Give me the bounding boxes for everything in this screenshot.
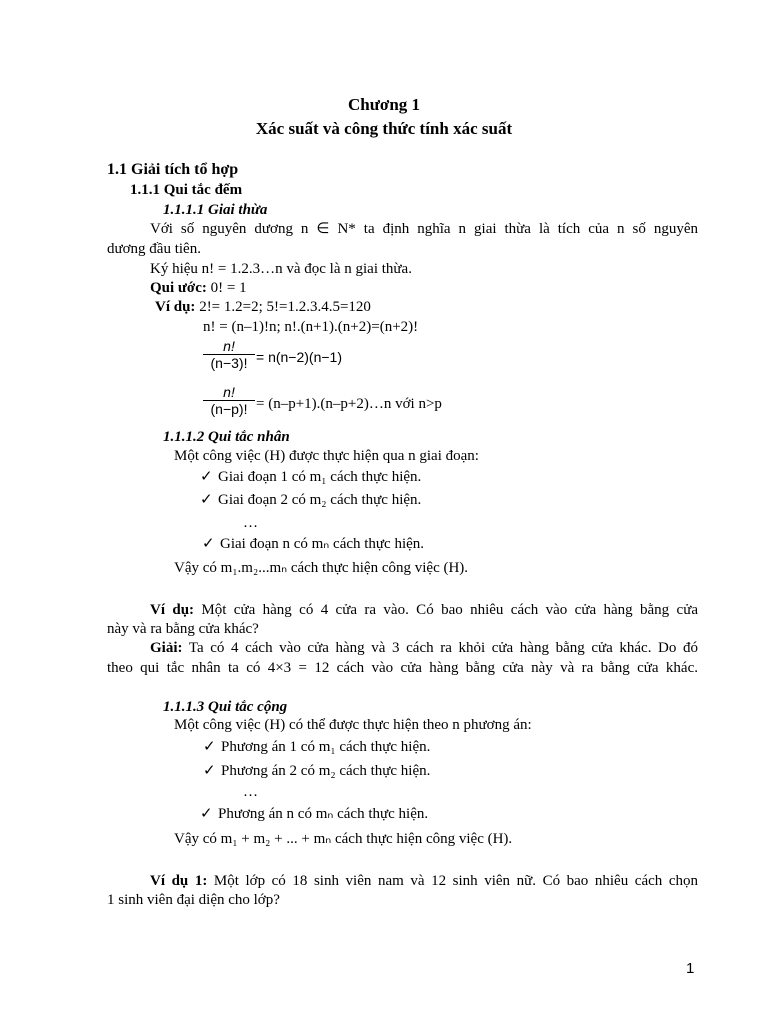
check-icon: ✓ — [200, 492, 213, 508]
example-label: Ví dụ: — [155, 299, 196, 315]
check-icon: ✓ — [202, 536, 215, 552]
check-icon: ✓ — [200, 469, 213, 485]
sum-rule-item-1: ✓ Phương án 1 có m₁ cách thực hiện. — [203, 739, 431, 755]
product-rule-ellipsis: … — [243, 515, 258, 531]
sum-rule-item-2: ✓ Phương án 2 có m₂ cách thực hiện. — [203, 763, 431, 779]
example-line — [155, 298, 371, 316]
definition-line-1: Với số nguyên dương n ∈ N* ta định nghĩa n giai thừa là tích của n số nguyên — [150, 221, 698, 237]
product-rule-conclusion: Vậy có m₁.m₂...mₙ cách thực hiện công việc (H). — [174, 560, 469, 576]
example-line-2: n! = (n–1)!n; n!.(n+1).(n+2)=(n+2)! — [203, 319, 419, 335]
example-text: 2!= 1.2=2; 5!=1.2.3.4.5=120 — [195, 299, 371, 315]
subsubsection-heading-product-rule: 1.1.1.2 Qui tắc nhân — [163, 429, 290, 445]
notation-line: Ký hiệu n! = 1.2.3…n và đọc là n giai thừa. — [150, 261, 412, 277]
subsubsection-heading-factorial: 1.1.1.1 Giai thừa — [163, 202, 268, 218]
fraction-2-rhs: = (n–p+1).(n–p+2)…n với n>p — [256, 396, 442, 412]
product-example-line-2: này và ra bằng cửa khác? — [107, 621, 259, 637]
convention-text: 0! = 1 — [206, 280, 247, 296]
fraction-1 — [203, 338, 255, 371]
product-rule-item-1: ✓ Giai đoạn 1 có m₁ cách thực hiện. — [200, 469, 422, 485]
product-example-line-1: Ví dụ: Một cửa hàng có 4 cửa ra vào. Có bao nhiêu cách vào cửa hàng bằng cửa — [150, 602, 698, 618]
product-solution-line-2: theo qui tắc nhân ta có 4×3 = 12 cách vào cửa hàng bằng cửa này và ra bằng cửa khác. — [107, 660, 698, 676]
chapter-number: Chương 1 — [347, 95, 421, 114]
subsection-heading: 1.1.1 Qui tắc đếm — [130, 182, 243, 198]
sum-example-line-2: 1 sinh viên đại diện cho lớp? — [107, 892, 280, 908]
check-icon: ✓ — [203, 763, 216, 779]
sum-rule-ellipsis: … — [243, 784, 258, 800]
sum-rule-item-n: ✓ Phương án n có mₙ cách thực hiện. — [200, 806, 429, 822]
sum-example-label: Ví dụ 1: — [150, 873, 208, 889]
page-number: 1 — [686, 960, 695, 977]
chapter-title: Xác suất và công thức tính xác suất — [255, 119, 513, 138]
definition-line-2: dương đầu tiên. — [107, 241, 201, 257]
fraction-1-rhs: = n(n−2)(n−1) — [256, 349, 342, 365]
convention-line — [150, 279, 247, 297]
fraction-2-denominator: (n−p)! — [210, 401, 248, 417]
sum-example-line-1: Ví dụ 1: Một lớp có 18 sinh viên nam và 12 sinh viên nữ. Có bao nhiêu cách chọn — [150, 873, 698, 889]
check-icon: ✓ — [200, 806, 213, 822]
fraction-1-numerator: n! — [223, 338, 235, 354]
section-heading: 1.1 Giải tích tổ hợp — [107, 161, 239, 178]
product-example-label: Ví dụ: — [150, 602, 195, 618]
fraction-1-denominator: (n−3)! — [210, 355, 248, 371]
subsubsection-heading-sum-rule: 1.1.1.3 Qui tắc cộng — [163, 699, 288, 715]
check-icon: ✓ — [203, 739, 216, 755]
product-rule-item-n: ✓ Giai đoạn n có mₙ cách thực hiện. — [202, 536, 425, 552]
product-rule-intro: Một công việc (H) được thực hiện qua n giai đoạn: — [174, 448, 479, 464]
product-solution-label: Giải: — [150, 640, 183, 656]
product-solution-line-1: Giải: Ta có 4 cách vào cửa hàng và 3 cách ra khỏi cửa hàng bằng cửa khác. Do đó — [150, 640, 698, 656]
product-rule-item-2: ✓ Giai đoạn 2 có m₂ cách thực hiện. — [200, 492, 422, 508]
fraction-2-numerator: n! — [223, 384, 235, 400]
fraction-2 — [203, 384, 255, 417]
sum-rule-conclusion: Vậy có m₁ + m₂ + ... + mₙ cách thực hiện công việc (H). — [174, 831, 513, 847]
convention-label: Qui ước: — [150, 280, 207, 296]
sum-rule-intro: Một công việc (H) có thể được thực hiện theo n phương án: — [174, 717, 532, 733]
